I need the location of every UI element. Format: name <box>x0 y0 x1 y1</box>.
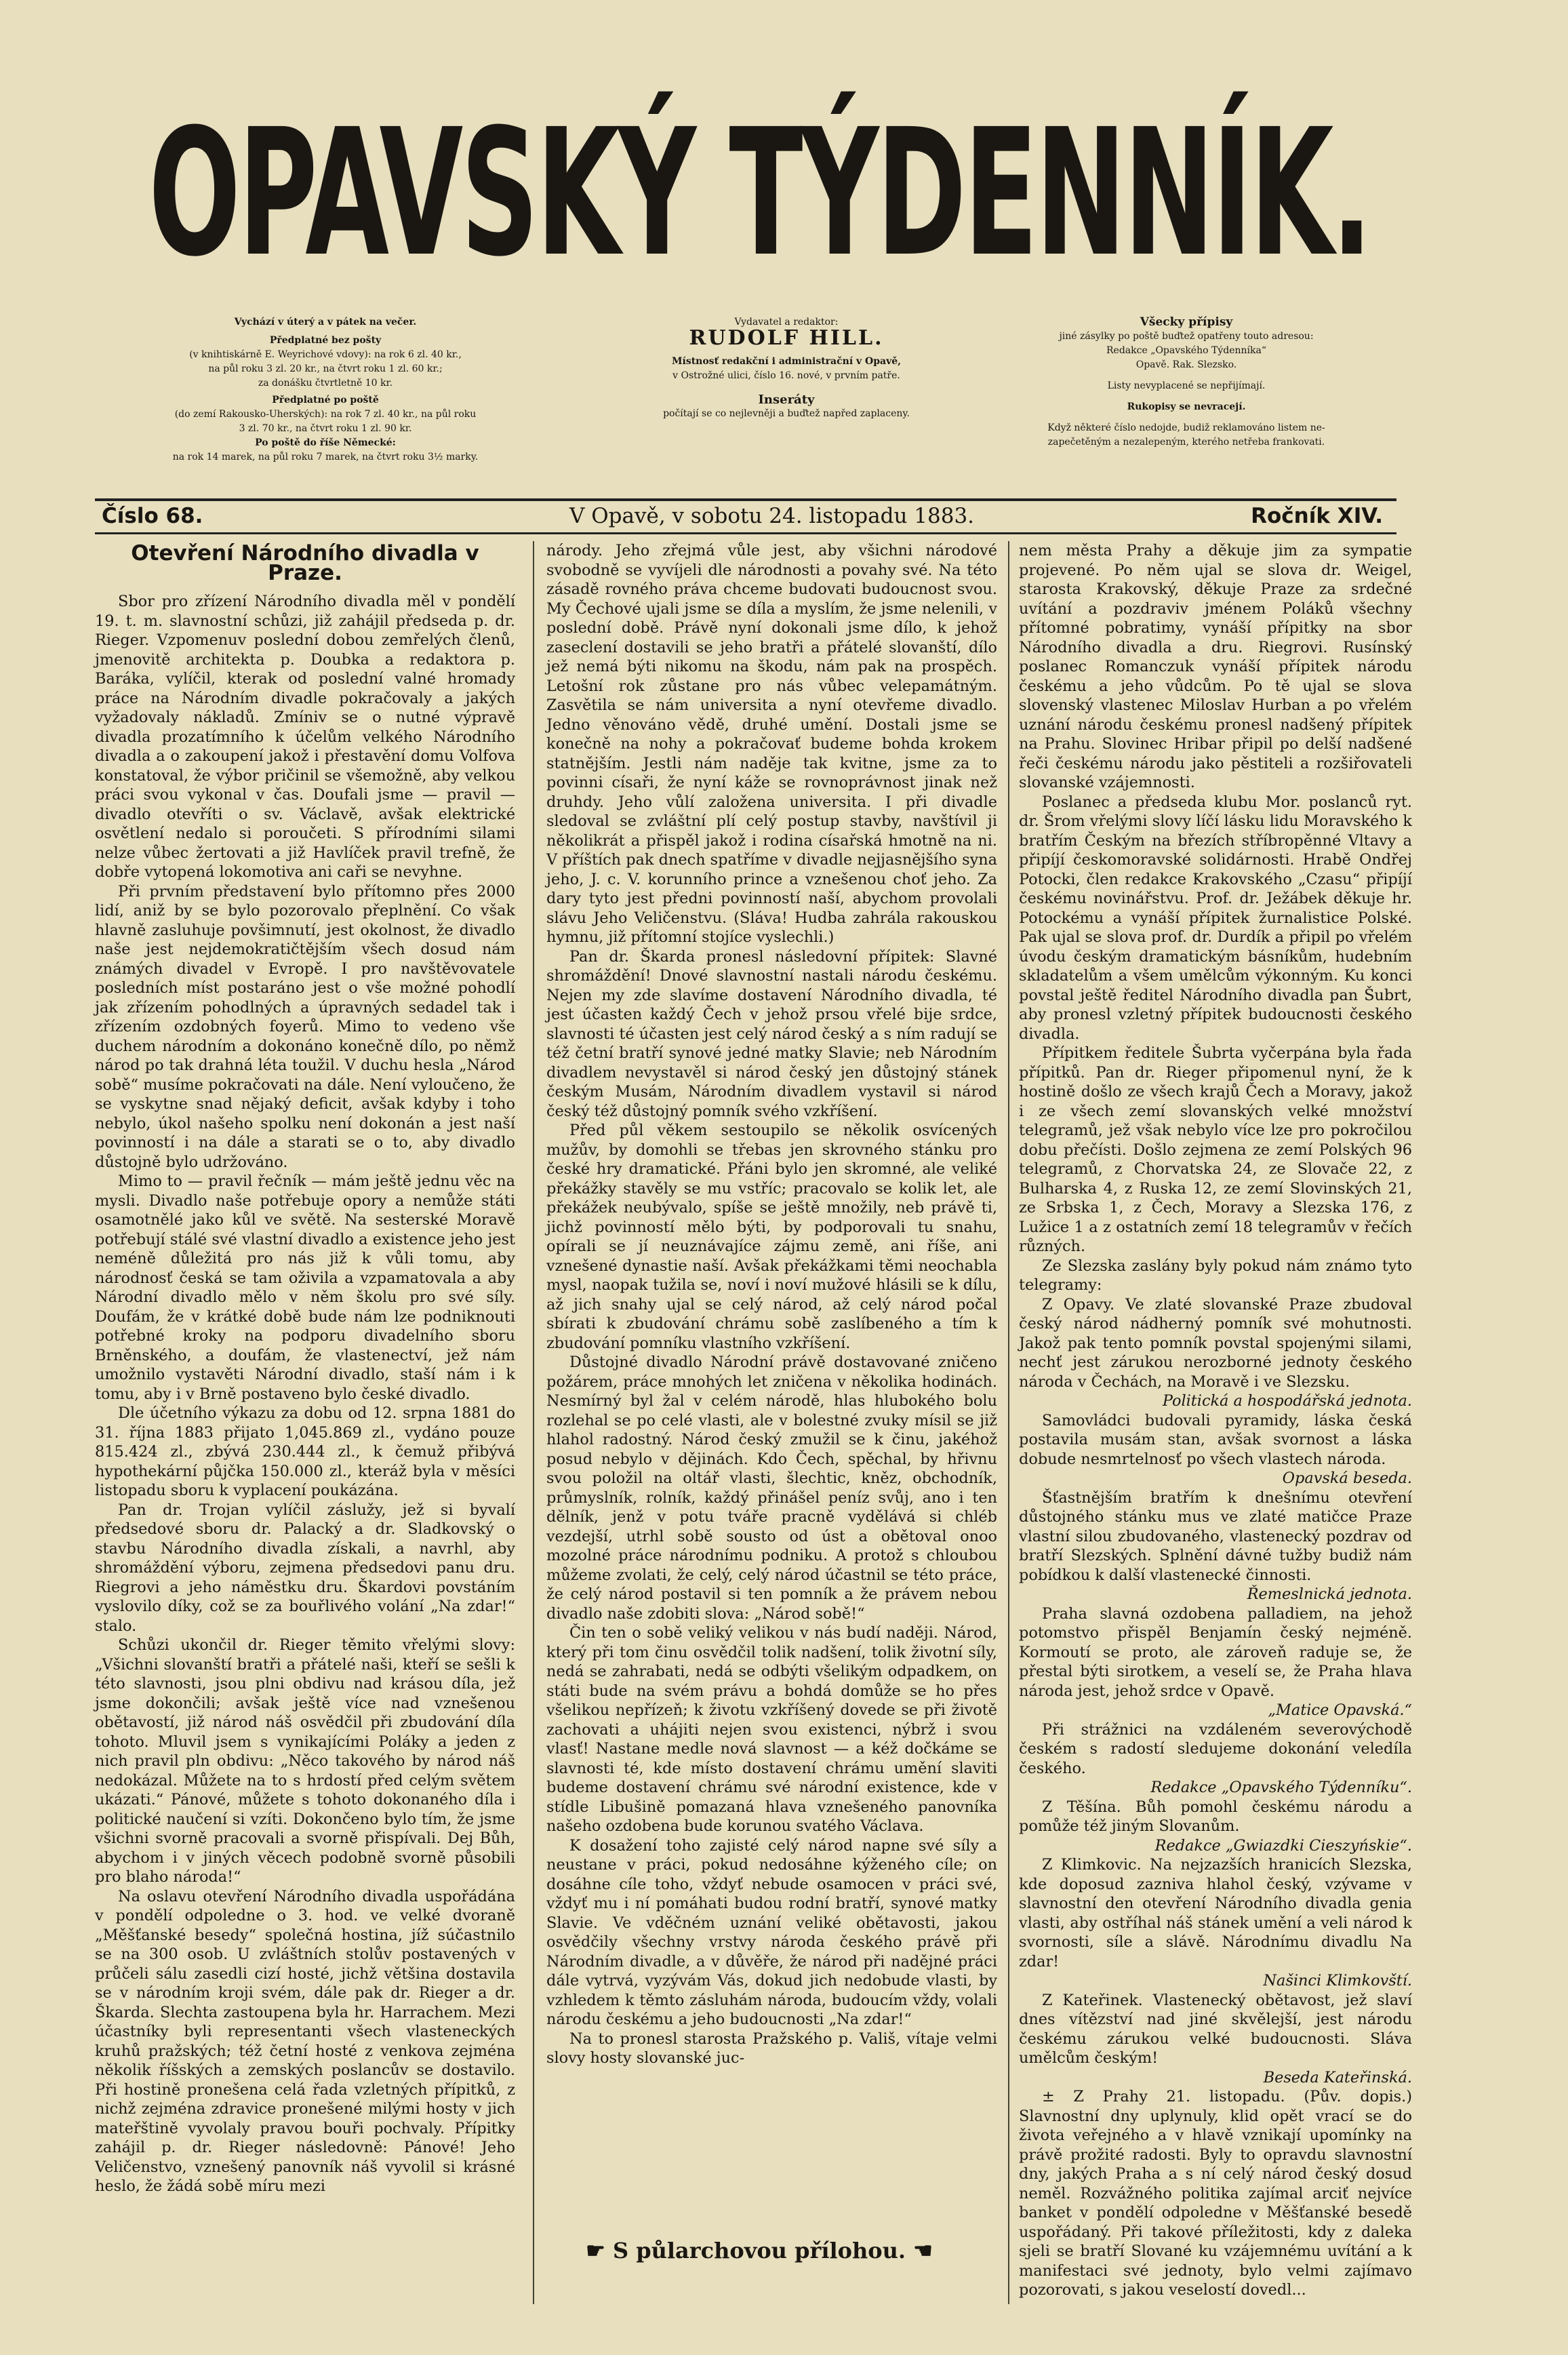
ads-label: Inseráty <box>758 393 815 407</box>
paragraph: Na oslavu otevření Národního divadla uspořádána v pondělí odpoledne o 3. hod. ve velké dvoraně „Měšťanské besedy“ společná hostina, jíž súčastnilo se na 300 osob. U zvláštních stolův postavených v průčeli sálu zasedli cizí hosté, jichž většina dostavila se v národním kroji svém, dále pak dr. Rieger a dr. Škarda. Slechta zastoupena byla hr. Harrachem. Mezi účastníky byli representanti všech vlasteneckých kruhů pražských; též četní hosté z venkova zejména několik říšských a zemských poslancův se dostavilo. Při hostině pronešena celá řada vzletných přípitků, z nichž zejména zdravice pronešené milými hosty v jich mateřštině vyvolaly pravou bouři pochvaly. Přípitky zahájil p. dr. Rieger následovně: Pánové! Jeho Veličenstvo, vznešený panovník náš vyvolil si krásné heslo, že žádá sobě míru mezi <box>95 1887 515 2195</box>
info-line: Předplatné po poště <box>272 395 379 405</box>
issue-bar <box>95 498 1396 534</box>
publisher-name: RUDOLF HILL. <box>689 326 884 350</box>
info-line: 3 zl. 70 kr., na čtvrt roku 1 zl. 90 kr. <box>239 423 412 434</box>
signature: Redakce „Opavského Týdenníku“. <box>1150 1779 1412 1796</box>
paragraph: Pan dr. Trojan vylíčil záslužy, jež si byvalí předsedové sboru dr. Palacký a dr. Sladkovský o stavbu Národního divadla získali, a navrhl, aby shromáždění výboru, zejmena předsedovi panu dru. Riegrovi a jeho náměstku dru. Škardovi povstáním vyslovilo díky, což se za bouřlivého volání „Na zdar!“ stalo. <box>95 1501 515 1635</box>
ads-text: počítají se co nejlevněji a buďtež napřed zaplaceny. <box>663 408 910 419</box>
paragraph: Čin ten o sobě veliký velikou v nás budí naději. Národ, který při tom činu osvědčil tolik nadšení, tolik životní síly, nedá se zahrabati, nedá se odbýti všelikým odpadkem, on státi bude na svém právu a bohdá domůže se ho přes všelikou nepřízeň; k životu vzkříšený dovede se při životě zachovati a uhájiti nejen svou existenci, nýbrž i svou vlasť! Nastane medle nová slavnost — a kéž dočkáme se slavnosti té, kde místo dostavení chrámu umění slaviti budeme dostavení chrámu své národní existence, kde v stídle Libušině pomazaná hlava vznešeného panovníka našeho ozdobena bude korunou svatého Václava. <box>546 1624 997 1835</box>
paragraph: Z Kateřinek. Vlastenecký obětavost, jež slaví dnes vítězství nad jiné skvělejší, jest národu českému zárukou velké budoucnosti. Sláva umělcům českým! <box>1019 1991 1412 2067</box>
contact-info <box>969 315 1403 450</box>
column-divider <box>533 541 534 2304</box>
info-line: Rukopisy se nevracejí. <box>1127 401 1246 412</box>
paragraph: Z Opavy. Ve zlaté slovanské Praze zbudoval český národ nádherný pomník své mohutnosti. Jakož pak tento pomník povstal spojenými silami, nechť jest zárukou nerozborné jednoty českého národa v Čechách, na Moravě i ve Slezsku. <box>1019 1295 1412 1391</box>
paragraph: Mimo to — pravil řečník — mám ještě jednu věc na mysli. Divadlo naše potřebuje opory a nemůže státi osamotnělé jako kůl ve světě. Na sesterské Moravě potřebují stálé své vlastní divadlo a existence jeho jest neméně důležitá pro nás již k vůli tomu, aby národnosť česká se tam oživila a vzpamatovala a aby Národní divadlo mělo v něm školu pro své síly. Doufám, že v krátké době bude nám lze podniknouti potřebné kroky na podporu divadelního sboru Brněnského, a doufám, že vlastenectví, jež nám umožnilo vystavěti Národní divadlo, staší nám i k tomu, aby i v Brně postaveno bylo české divadlo. <box>95 1172 515 1403</box>
paragraph: Ze Slezska zaslány byly pokud nám známo tyto telegramy: <box>1019 1256 1412 1294</box>
signature: Politická a hospodářská jednota. <box>1162 1392 1412 1410</box>
masthead <box>88 92 1430 295</box>
paragraph: ± Z Prahy 21. listopadu. (Pův. dopis.) Slavnostní dny uplynuly, klid opět vrací se do života veřejného a v hlavě vznikají upomínky na právě prožité radosti. Byly to opravdu slavnostní dny, jakých Praha a s ní celý národ český dosud neměl. Rozvážného politika zajímal arciť nejvíce banket v pondělí odpoledne v Měšťanské besedě uspořádaný. Při takové příležitosti, kdy z daleka sjeli se bratří Slované ku vzájemnému uvítání a k manifestaci své jednoty, bylo velmi zajímavo pozorovati, s jakou veselostí dovedl... <box>1019 2088 1412 2299</box>
article-column-2 <box>546 541 997 2068</box>
paragraph: Samovládci budovali pyramidy, láska česká postavila musám stan, avšak svornost a láska dobude nesmrtelnosť po všech vlastech národa. <box>1019 1411 1412 1468</box>
info-line: Listy nevyplacené se nepřijímají. <box>1107 380 1266 391</box>
signature: Našinci Klimkovští. <box>1263 1972 1412 1990</box>
info-line: Opavě. Rak. Slezsko. <box>1135 359 1237 370</box>
paragraph: Pan dr. Škarda pronesl následovní přípitek: Slavné shromáždění! Dnové slavnostní nastali národu českému. Nejen my zde slavíme dostavení Národního divadla, té jest účasten každý Čech v jehož prsou vřelé bije srdce, slavnosti té účasten jest celý národ český a s ním radují se též četní bratří synové jedné matky Slavie; neb Národním divadlem nevystavěl si národ český jen důstojný stánek českým Musám, Národním divadlem vystavil si národ český též důstojný pomník svého vzkříšení. <box>546 947 997 1120</box>
issue-date: V Opavě, v sobotu 24. listopadu 1883. <box>569 504 975 528</box>
paragraph: K dosažení toho zajisté celý národ napne své síly a neustane v práci, pokud nedosáhne kýženého cíle; on dosáhne cíle toho, vždyť nebude osamocen v práci své, vždyť mu i ní pomáhati budou rodní bratří, synové matky Slavie. Ve vděčném uznání veliké obětavosti, jakou osvědčily všechny vrstvy národa českého právě při Národním divadle, a v důvěře, že národ při nadějné práci dále vytrvá, vyzývám Vás, dokud jich nedobude vlasti, by vzhledem k těmto zásluhám národa, budoucím vždy, volali národu českému a jeho budoucnosti „Na zdar!“ <box>546 1836 997 2028</box>
paragraph: Přípitkem ředitele Šubrta vyčerpána byla řada přípitků. Pan dr. Rieger připomenul nyní, že k hostině došlo ze všech krajů Čech a Moravy, jakož i ze všech zemí slovanských velké množství telegramů, jež však nebylo více lze pro pokročilou dobu přečísti. Došlo zejmena ze zemí Polských 96 telegramů, z Chorvatska 24, ze Slovače 22, z Bulharska 4, z Ruska 12, ze zemí Slovinských 21, ze Srbska 1, z Čech, Moravy a Slezska 176, z Lužice 1 a z ostatních zemí 18 telegramův v řečích různých. <box>1019 1044 1412 1255</box>
info-line: na rok 14 marek, na půl roku 7 marek, na čtvrt roku 3½ marky. <box>172 452 479 462</box>
info-line: Když některé číslo nedojde, budiž reklamováno listem ne- <box>1047 422 1325 433</box>
hand-pointer-icon: ☚ <box>905 2238 933 2263</box>
paragraph: Při strážnici na vzdáleném severovýchodě českém s radostí sledujeme dokonání veledíla českého. <box>1019 1720 1412 1777</box>
paragraph: Při prvním představení bylo přítomno přes 2000 lidí, aniž by se bylo pozorovalo přeplnění. Co však hlavně zasluhuje povšimnutí, jest okolnost, že divadlo naše jest nejdemokratičtějším všech dosud nám známých divadel v Evropě. I pro navštěvovatele posledních míst postaráno jest o vše možné pohodlí jak zřízením pohodlných a úpravných sedadel tak i zřízením ozdobných foyerů. Mimo to vedeno vše duchem národním a dokonáno konečně dílo, po němž národ po tak drahná léta toužil. V duchu hesla „Národ sobě“ musíme pokračovati na dále. Není vyloučeno, že se vyskytne snad nějaký deficit, avšak kdyby i toho nebylo, úkol našeho spolku není dokonán a jest naší povinností i na dále a starati se o to, aby divadlo důstojně bylo udržováno. <box>95 882 515 1171</box>
info-line: Redakce „Opavského Týdenníka“ <box>1106 345 1266 356</box>
office-label: Místnosť redakční i administrační v Opavě, <box>672 356 901 367</box>
newspaper-title: OPAVSKÝ TÝDENNÍK. <box>148 92 1370 295</box>
signature: Redakce „Gwiazdki Cieszyńskie“. <box>1154 1836 1412 1855</box>
article-column-3 <box>1019 541 1412 2300</box>
paragraph: Z Těšína. Bůh pomohl českému národu a pomůže též jiným Slovanům. <box>1019 1798 1412 1835</box>
signature: Opavská beseda. <box>1282 1469 1412 1487</box>
paragraph: národy. Jeho zřejmá vůle jest, aby všichni národové svobodně se vyvíjeli dle národnosti a povahy své. Na této zásadě rovného práva chceme budovati budoucnost svou. My Čechové ujali jsme se díla a myslím, že jsme nelenili, v poslední době. Právě nyní dokonali jsme dílo, k jehož zaseclení dostavili se jeho bratři a přátelé slovanští, dílo jež nemá býti nikomu na škodu, nám pak na prospěch. Letošní rok zůstane pro nás vůbec velepamátným. Zasvětila se nám universita a nyní otevřeme divadlo. Jedno věnováno vědě, druhé umění. Dostali jsme se konečně na nohy a pokračovať budeme bohda krokem statnějším. Jestli nám naděje tak kvitne, jsme za to povinni císaři, že nyní káže se rovnoprávnost jinak než druhdy. Jeho vůlí založena universita. I při divadle sledoval se zvláštní plí celý postup stavby, navštívil ji několikrát a přispěl jakož i rodina císařská hmotně na ni. V příštích pak dnech spatříme v divadle nejjasnějšího syna jeho, J. c. V. korunního prince a vznešenou choť jeho. Za dary tyto jest předni povinností naší, abychom provolali slávu Jeho Veličenstvu. (Sláva! Hudba zahrála rakouskou hymnu, již přítomní stojíce vyslechli.) <box>546 542 998 946</box>
publisher-info <box>597 315 976 421</box>
paragraph: Před půl věkem sestoupilo se několik osvícených mužův, by domohli se třebas jen skrovného stánku pro české hry dramatické. Přáni bylo jen skromné, ale veliké překážky stavěly se mu vstříc; pracovalo se kolik let, ale překážek neubývalo, spíše se ještě množily, neb právě ti, jichž povinností mělo býti, by podporovali tu snahu, opírali se jí neuznávajíce zájmu země, ani říše, ani vznešené dynastie naší. Avšak překážkami těmi neochabla mysl, naopak tužila se, noví i noví mužové hlásili se k dílu, až jich snahy ujal se celý národ, až celý národ počal sbírati k zbudování chrámu sobě zaslíbeného a tím k zbudování pomníku vlastního vzkříšení. <box>546 1122 997 1352</box>
column-divider <box>1008 541 1009 2304</box>
info-line: Předplatné bez pošty <box>269 335 382 346</box>
paragraph: Sbor pro zřízení Národního divadla měl v pondělí 19. t. m. slavnostní schůzi, již zahájil předseda p. dr. Rieger. Vzpomenuv poslední dobou zemřelých členů, jmenovitě architekta p. Doubka a redaktora p. Baráka, vylíčil, kterak od poslední valné hromady práce na Národním divadle pokračovaly a jakých vyžadovaly nákladů. Zmíniv se o nutné výpravě divadla prozatímního k účelům velkého Národního divadla a o zakoupení jakož i přestavění domu Volfova konstatoval, že výbor pričinil se všemožně, aby velkou práci svou vykonal v čas. Doufali jsme — pravil — divadlo otevříti o sv. Václavě, avšak elektrické osvětlení nedalo si poroučeti. S přírodními silami nelze vůbec žertovati a již Havlíček pravil trefně, že dobře vytopená lokomotiva ani caři se nevyhne. <box>95 593 515 881</box>
signature: Řemeslnická jednota. <box>1247 1585 1412 1603</box>
signature: „Matice Opavská.“ <box>1268 1701 1412 1719</box>
paragraph: Poslanec a předseda klubu Mor. poslanců ryt. dr. Šrom vřelými slovy líčí lásku lidu Moravského k bratřím Českým na březích stříbropěnné Vltavy a připíjí českomoravské solidárnosti. Hrabě Ondřej Potocki, člen redakce Krakovského „Czasu“ připíjí českému novinářstvu. Prof. dr. Ježábek děkuje hr. Potockému a vynáší přípitek žurnalistice Polské. Pak ujal se slova prof. dr. Durdík a připil po vřelém úvodu českým dramatickým básníkům, hudebním skladatelům a všem umělcům výkonným. Ku konci povstal ještě ředitel Národního divadla pan Šubrt, aby pronesl vzletný přípitek budoucnosti českého divadla. <box>1019 793 1412 1043</box>
supplement-note <box>556 2238 963 2263</box>
paragraph: Dle účetního výkazu za dobu od 12. srpna 1881 do 31. října 1883 přijato 1,045.869 zl., vydáno pouze 815.424 zl., zbývá 230.444 zl., k čemuž přibývá hypothekární půjčka 150.000 zl., kteráž byla v měsíci listopadu sboru k vyplacení poukázána. <box>95 1404 515 1499</box>
info-line: za donášku čtvrtletně 10 kr. <box>258 378 393 389</box>
info-line: (do zemí Rakousko-Uherských): na rok 7 zl. 40 kr., na půl roku <box>174 409 477 420</box>
subscription-info <box>115 315 536 464</box>
info-line: Po poště do říše Německé: <box>255 437 396 448</box>
paragraph: Schůzi ukončil dr. Rieger těmito vřelými slovy: „Všichni slovanští bratři a přátelé naši, kteří se sešli k této slavnosti, jsou plni obdivu nad krásou díla, jež jsme dokončili; avšak ještě více nad vznešenou obětavostí, již národ náš osvědčil při zbudování díla tohoto. Mluvil jsem s vynikajícími Poláky a jeden z nich pravil pln obdivu: „Něco takového by národ náš nedokázal. Můžete na to s hrdostí před celým světem ukázati.“ Pánové, můžete s tohoto dokonaného díla i politické naučení si vzíti. Dokončeno bylo tím, že jsme všichni svorně pracovali a svorně přispívali. Dej Bůh, abychom i v jiných věcech podobně svorně působili pro blaho národa!“ <box>95 1636 515 1886</box>
info-line: zapečetěným a nezalepeným, kterého netřeba frankovati. <box>1047 437 1325 448</box>
info-line: Všecky přípisy <box>1140 315 1233 329</box>
paragraph: Důstojné divadlo Národní právě dostavované zničeno požárem, práce mnohých let zničena v několika hodinách. Nesmírný byl žal v celém národě, hlas hlubokého bolu rozlehal se po celé vlasti, ale v bolestné zvuky mísil se již hlahol radostný. Národ český zmužil se k činu, jakéhož posud nebylo v dějinách. Kdo Čech, spěchal, by hřivnu svou položil na oltář vlasti, šlechtic, kněz, obchodník, průmyslník, rolník, každý přinášel peníz svůj, ano i ten dělník, jenž v potu tváře pracně vydělává si chléb vezdejší, utrhl sobě sousto od úst a obětoval onoo mozolné práce národnímu podniku. A protož s chloubou můžeme zvolati, že celý, celý národ účastnil se této práce, že celý národ postavil si ten pomník a že právem nebou divadlo naše zdobiti slova: „Národ sobě!“ <box>546 1353 997 1623</box>
paragraph: Z Klimkovic. Na nejzazších hranicích Slezska, kde doposud zazniva hlahol český, vzývame v slavnostní den otevření Národního divadla genia vlasti, aby ostříhal náš stánek umění a veli národ k svornosti, síle a slávě. Národnímu divadlu Na zdar! <box>1019 1856 1412 1971</box>
supplement-text: S půlarchovou přílohou. <box>613 2238 906 2263</box>
info-line: (v knihtiskárně E. Weyrichové vdovy): na rok 6 zl. 40 kr., <box>189 349 462 360</box>
info-line: jiné zásylky po poště buďtež opatřeny touto adresou: <box>1059 331 1314 342</box>
issue-number: Číslo 68. <box>102 504 203 528</box>
publisher-label: Vydavatel a redaktor: <box>734 317 839 328</box>
article-column-1 <box>95 541 515 2196</box>
paragraph: Na to pronesl starosta Pražského p. Vališ, vítaje velmi slovy hosty slovanské juc- <box>546 2030 997 2067</box>
article-heading: Otevření Národního divadla v Praze. <box>131 541 479 585</box>
signature: Beseda Kateřinská. <box>1263 2068 1412 2086</box>
office-address: v Ostrožné ulici, číslo 16. nové, v prvním patře. <box>672 370 900 381</box>
info-line: Vychází v úterý a v pátek na večer. <box>234 317 417 328</box>
hand-pointer-icon: ☛ <box>586 2238 613 2263</box>
paragraph: Praha slavná ozdobena palladiem, na jehož potomstvo přispěl Benjamín český nejméně. Kormoutí se proto, ale zároveň raduje se, že přestal býti sirotkem, a veselí se, že Praha hlava národa jest, jehož srdce v Opavě. <box>1019 1604 1412 1700</box>
issue-volume: Ročník XIV. <box>1251 504 1383 528</box>
paragraph: nem města Prahy a děkuje jim za sympatie projevené. Po něm ujal se slova dr. Weigel, starosta Krakovský, děkuje Praze za srdečné uvítání a pozdraviv jménem Poláků všechny přítomné pobratimy, vynáší přípitky na sbor Národního divadla a dru. Riegrovi. Rusínský poslanec Romanczuk vynáší přípitek národu českému a jeho vůdcům. Po tě ujal se slova slovenský vlastenec Miloslav Hurban a po vřelém uznání národu českému pronesl nadšený přípitek na Prahu. Slovinec Hribar připil po delší nadšené řeči českému národu jako pěstiteli a rozšiřovateli slovanské vzájemnosti. <box>1019 542 1412 791</box>
info-line: na půl roku 3 zl. 20 kr., na čtvrt roku 1 zl. 60 kr.; <box>208 363 443 374</box>
paragraph: Šťastnějším bratřím k dnešnímu otevření důstojného stánku mus ve zlaté matičce Praze vlastní silou zbudovaného, vlastenecký pozdrav od bratří Slezských. Splnění dávné tužby budiž nám pobídkou k další vlastenecké činnosti. <box>1019 1488 1412 1584</box>
